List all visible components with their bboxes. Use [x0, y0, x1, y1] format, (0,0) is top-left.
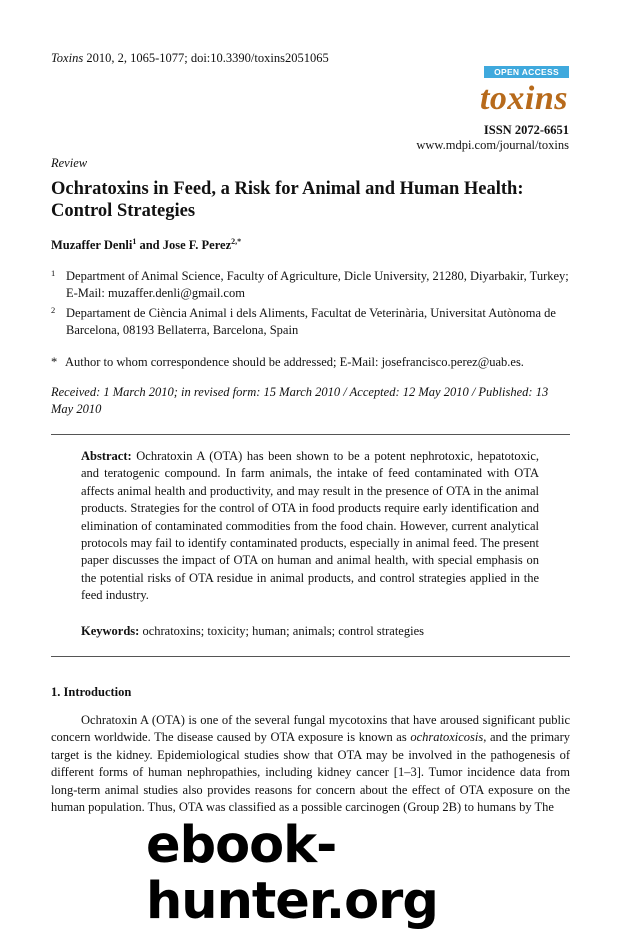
- citation-details: 2010, 2, 1065-1077; doi:10.3390/toxins2051065: [83, 51, 329, 65]
- intro-term: ochratoxicosis: [410, 730, 484, 745]
- watermark: ebook-hunter.org: [146, 816, 438, 931]
- journal-citation: [51, 51, 329, 66]
- asterisk-marker: *: [51, 355, 58, 369]
- divider: [51, 434, 570, 435]
- affiliation: [51, 305, 571, 339]
- author-list: [51, 237, 241, 253]
- publication-dates: Received: 1 March 2010; in revised form: 15 March 2010 / Accepted: 12 May 2010 / Published: 13 May 2010: [51, 385, 549, 416]
- intro-text-continued: , and the primary target is the kidney. Epidemiological studies show that OTA may be involved in the pathogenesis of different forms of human nephropathies, including kidney cancer [1–3]. Tumor incidence data from long-term animal studies also provides reasons for concern about the effect of OTA exposure on the human population. Thus, OTA was classified as a possible carcinogen (Group 2B) to humans by The: [51, 730, 571, 815]
- keywords-text: ochratoxins; toxicity; human; animals; control strategies: [139, 624, 424, 638]
- affiliation-number: 1: [51, 268, 56, 278]
- author-name: Jose F. Perez: [162, 238, 232, 252]
- abstract-label: Abstract:: [81, 449, 132, 463]
- affiliation-text: Department of Animal Science, Faculty of Agriculture, Dicle University, 21280, Diyarbakir, Turkey; E-Mail: muzaffer.denli@gmail.com: [66, 269, 569, 300]
- author-name: Muzaffer Denli: [51, 238, 133, 252]
- article-type: Review: [51, 156, 88, 170]
- abstract-text: Ochratoxin A (OTA) has been shown to be a potent nephrotoxic, hepatotoxic, and teratogenic compound. In farm animals, the intake of feed contaminated with OTA affects animal health and productivity, and may result in the presence of OTA in the animal products. Strategies for the control of OTA in food products require early identification and elimination of contaminated commodities from the food chain. However, current analytical protocols may fail to identify contaminated products, especially in animal feed. The present paper discusses the impact of OTA on human and animal health, with special emphasis on the potential risks of OTA residue in animal products, and control strategies applied in the feed industry.: [81, 449, 539, 603]
- section-heading: 1. Introduction: [51, 685, 132, 699]
- keywords-label: Keywords:: [81, 624, 140, 638]
- open-access-badge: OPEN ACCESS: [484, 66, 569, 78]
- divider: [51, 656, 570, 657]
- correspondence-note: [51, 355, 524, 370]
- journal-url[interactable]: www.mdpi.com/journal/toxins: [416, 138, 569, 152]
- introduction-paragraph: [51, 712, 570, 816]
- affiliation-number: 2: [51, 305, 56, 315]
- issn: ISSN 2072-6651: [483, 123, 569, 137]
- correspondence-text: Author to whom correspondence should be addressed; E-Mail: josefrancisco.perez@uab.es.: [65, 355, 524, 369]
- abstract: [81, 448, 539, 605]
- journal-name: Toxins: [51, 51, 84, 65]
- journal-logo: toxins: [479, 80, 568, 117]
- affiliation: [51, 268, 571, 302]
- article-title: Ochratoxins in Feed, a Risk for Animal and Human Health: Control Strategies: [51, 179, 524, 221]
- author-separator: and: [136, 238, 163, 252]
- author-affiliation-marker: 2,*: [231, 237, 242, 246]
- intro-text: Ochratoxin A (OTA) is one of the several fungal mycotoxins that have aroused significant public concern worldwide. The disease caused by OTA exposure is known as: [51, 713, 570, 745]
- author-affiliation-marker: 1: [132, 237, 137, 246]
- keywords: [81, 624, 424, 639]
- affiliation-text: Departament de Ciència Animal i dels Aliments, Facultat de Veterinària, Universitat Autònoma de Barcelona, 08193 Bellaterra, Barcelona, Spain: [66, 306, 556, 337]
